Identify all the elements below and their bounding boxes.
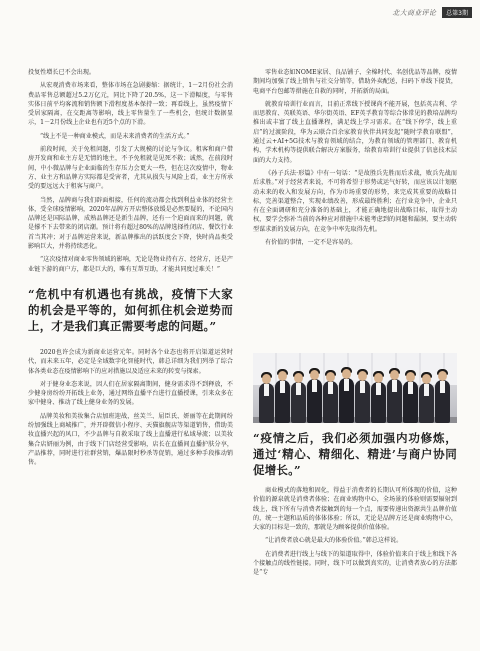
paragraph: 前段时间，关于免租问题，引发了大规模的讨论与争议。租客和商户借房开发商和业主方是无情的地主，不予免租就是见死不救；诚然，在前段时间，中小微品牌与企业面临的生存压力会更大一些，但在这次疫情中，物业方、业主方和品牌方实际都是受害者，尤其从损失与风险上看，业主方所承受的要远远大于租客与商户。 bbox=[28, 146, 233, 191]
paragraph: 《孙子兵法·形篇》中有一句话：“是故胜兵先胜而后求战，败兵先战而后求胜。”对于经营者来说，不可将希望于形势或运气好转，而应该以计划驱动未来的收入和发展方向，作为市场重要的形势，来完成其重要的战略目标，完善渠道整合，实现业绩改善，形成最终胜利；在行业竞争中，企业只有在全面调研和充分准备的基础上，才能正确地提出战略目标，取得主动权，要学会弥补当前的各种应对措施中未能考虑到的问题和漏洞，要主动转型谋求新的发展方向，在竞争中率先取得先机。 bbox=[253, 169, 457, 233]
person bbox=[275, 380, 290, 423]
quote-paragraph: “这次疫情对商业零售领域的影响，无论是物业持有方、经营方，还是产业链下游的商户方，都是巨大的，唯有互帮互助，才能共同度过难关！” bbox=[28, 256, 233, 273]
left-column bbox=[28, 68, 233, 472]
paragraph: 商业模式的落地和固化，得益于消费者的长期认可所体现的价值，这种价值的源泉就是消费者体验；在商业购物中心，全场景的体验则需要辐射到线上，线下所有与消费者接触到的每一个点，需要传递出资源共生品牌价值的，统一主题和品质的体体体验；所以，无论是品牌方还是商业购物中心，大家的目标是一致的，那就是为顾客提供价值体验。 bbox=[253, 487, 457, 532]
person bbox=[355, 380, 370, 423]
person bbox=[371, 382, 386, 423]
pull-quote-right: “疫情之后，我们必须加强内功修炼，通过‘精心、精细化、精进’与商户协同促增长。” bbox=[253, 431, 457, 477]
quote-paragraph: “让消费者放心就是最大的体验价值。”韩总这样说。 bbox=[265, 537, 403, 545]
paragraph: 零售业态如NOME家居、良品铺子、全棉时代、名创优品等品牌，疫情期间均加强了线上销售与社交分销等，借助外卖配送，扫码下单线下提货，电商平台包邮等措施在自救的同时，开拓新的局面。 bbox=[253, 69, 457, 95]
person bbox=[259, 383, 274, 423]
journal-title: 北大商业评论 bbox=[392, 8, 437, 17]
team-photo bbox=[253, 353, 457, 423]
quote-paragraph: “线上不是一种商业模式，而是未来消费者的生活方式。” bbox=[40, 132, 190, 140]
pull-quote-left: “危机中有机遇也有挑战，疫情下大家的机会是平等的，如何抓住机会逆势而上，才是我们真正需要考虑的问题。” bbox=[28, 286, 233, 333]
person bbox=[339, 378, 354, 423]
person bbox=[419, 383, 434, 423]
paragraph: 有价值的事情，一定不是容易的。 bbox=[265, 239, 357, 247]
right-column-lower bbox=[253, 428, 457, 582]
paragraph: 当然，品牌商与我们辟面相接，任何的流动都会找到利益业体的经营主体，受全球疫情影响，2020年品牌方开店整体放缓是必然要疑的，不论国内品牌还是国际品牌，成熟品牌还是新生品牌，还有一个迫面而来的问题，就是撑不下去带来的闭店潮。预计将有超过80%的品牌选择性闭店、餐饮行业首当其冲；对于品牌运营来说，新品牌推出的活跃度会下降，快时尚品类受影响巨大，并将持续恶化。 bbox=[28, 196, 233, 251]
right-column bbox=[253, 68, 457, 251]
paragraph: 就教育培训行业而言，目前正常线下授课尚不能开展，包括英吉利、学而思教育、英联英语、华尔街英语、EF英孚教育等综合体常见的教培品牌均推出或丰富了线上直播课程，满足线上学习需求。在“线下停学，线上重启”的过渡阶段，华为云联合百余家教育伙伴共同发起“随时学教育联盟”，通过云+AI+5G技术与教育领域的结合，为教育领域的管理部门、教育机构、学术机构等提供联合解决方案服务，给教育培训行业提供了信息技术层面的大力支持。 bbox=[253, 100, 457, 164]
person bbox=[403, 381, 418, 423]
paragraph: 从宏观消费市场来看，整体市场在急剧萎缩：据统计，1－2月份社会消费品零售总额超过5.2万亿元，同比下降了20.5%，这一下滑幅度，与零售实体日前平均客流和销售额下滑程度基本保持一致；再看线上，虽然疫情下受居家隔离，在交距离等影响，线上零售量生了一些机会，但统计数据显示，1－2月份线上企业也有近5个点的下滑。 bbox=[28, 82, 233, 127]
person bbox=[435, 380, 450, 423]
paragraph: 在消费者进行线上与线下的渠道取得中，体验价值来自于线上和线下各个接触点的线性链接。同时，线下可以做到真实的，让消费者放心的方法都是“专 bbox=[253, 550, 457, 577]
paragraph: 投复性增长已不会出现。 bbox=[28, 69, 96, 76]
page-header bbox=[392, 7, 472, 18]
issue-badge: 总第3期 bbox=[442, 7, 472, 18]
paragraph: 对于健身业态来说，因人们在居家隔离期间，健身需求得不到释放，不少健身房纷纷开拓线上业务，通过网络直播平台进行直播授课，引来众多在家中健身、推动了线上健身业务的发展。 bbox=[28, 380, 233, 407]
person bbox=[323, 381, 338, 423]
paragraph: 2020也许会成为新商业运营元年。同时各个业态也将开启渠道运营时代，而未来五年，必定是全域数字化智能时代，韩总详细为我们列举了综合体各类业态在疫情影响下的应对措施以及适应未来的转变与探索。 bbox=[28, 348, 233, 375]
paragraph: 品牌美妆和美妆集合店加班迎战，丝芙兰、屈臣氏、妍丽等在此期间纷纷加强线上商城推广，并开辟微信小程序、天猫旗舰店等渠道销售，借助美妆直播兴起的风口，不少品牌与自救采取了线上直播进行私域导流；以美妆集合店妍丽为例，由于线下门店经营受影响，店长在直播间直播护肤分享，产品推荐，同时进行社群营销，爆品限时秒杀等促销，通过多种手段推动销售。 bbox=[28, 412, 233, 467]
person bbox=[307, 379, 322, 423]
person bbox=[291, 382, 306, 423]
person bbox=[387, 379, 402, 423]
